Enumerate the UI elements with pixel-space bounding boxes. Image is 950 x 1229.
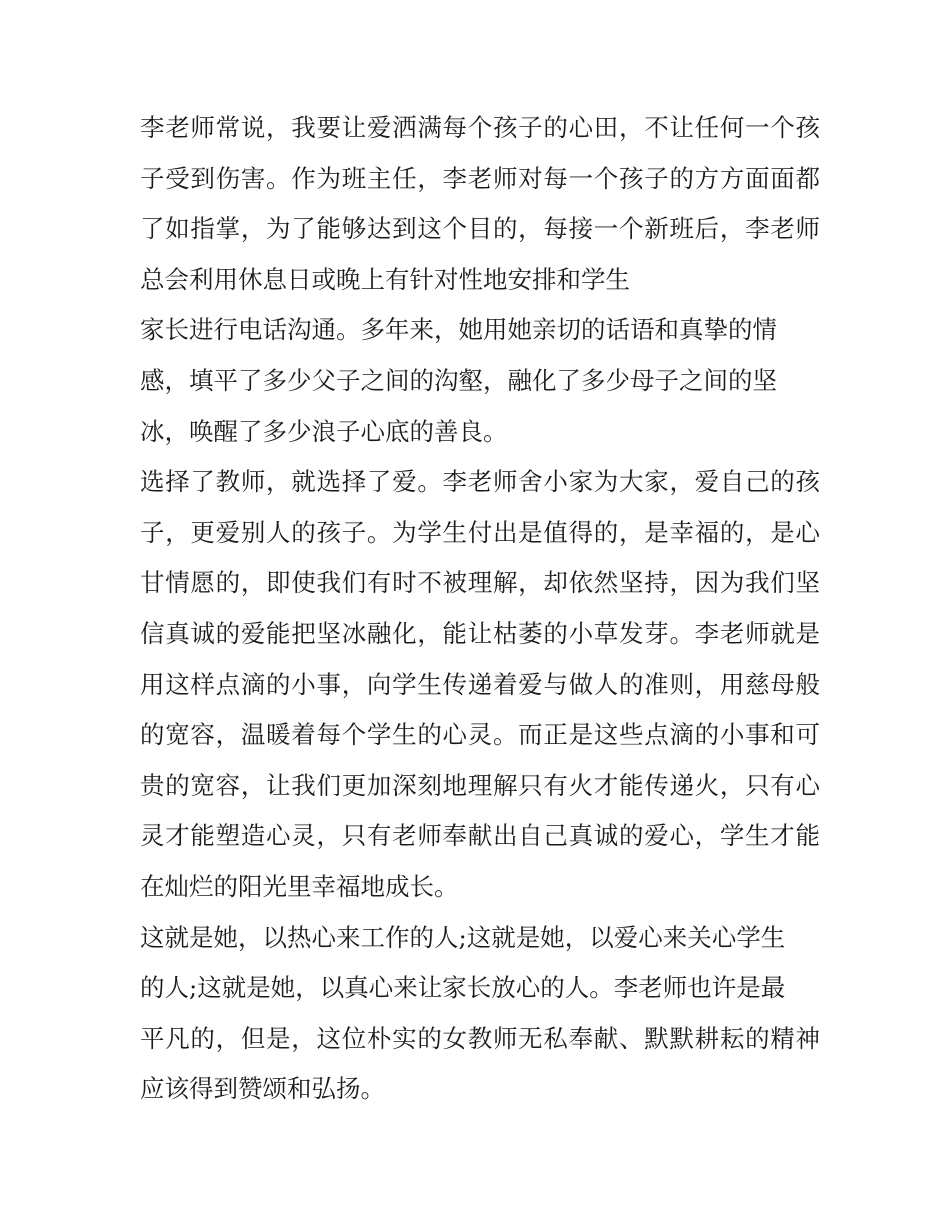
- text-line: 选择了教师，就选择了爱。李老师舍小家为大家，爱自己的孩: [140, 467, 820, 497]
- text-line: 信真诚的爱能把坚冰融化，能让枯萎的小草发芽。李老师就是: [140, 618, 820, 648]
- text-line: 甘情愿的，即使我们有时不被理解，却依然坚持，因为我们坚: [140, 568, 820, 598]
- text-line: 平凡的，但是，这位朴实的女教师无私奉献、默默耕耘的精神: [140, 1023, 820, 1053]
- text-line: 贵的宽容，让我们更加深刻地理解只有火才能传递火，只有心: [140, 770, 820, 800]
- text-line: 了如指掌，为了能够达到这个目的，每接一个新班后，李老师: [140, 214, 820, 244]
- paragraph-1: [140, 103, 820, 305]
- text-line: 这就是她，以热心来工作的人;这就是她，以爱心来关心学生: [140, 922, 786, 952]
- text-line: 子，更爱别人的孩子。为学生付出是值得的，是幸福的，是心: [140, 517, 820, 547]
- text-line: 感，填平了多少父子之间的沟壑，融化了多少母子之间的坚: [140, 365, 777, 395]
- text-line: 总会利用休息日或晚上有针对性地安排和学生: [140, 264, 630, 294]
- text-line: 应该得到赞颂和弘扬。: [140, 1074, 385, 1104]
- text-line: 的人;这就是她，以真心来让家长放心的人。李老师也许是最: [140, 973, 786, 1003]
- paragraph-2: [140, 305, 820, 457]
- text-line: 李老师常说，我要让爱洒满每个孩子的心田，不让任何一个孩: [140, 113, 820, 142]
- text-line: 在灿烂的阳光里幸福地成长。: [140, 871, 459, 901]
- text-line: 子受到伤害。作为班主任，李老师对每一个孩子的方方面面都: [140, 163, 820, 193]
- text-line: 家长进行电话沟通。多年来，她用她亲切的话语和真挚的情: [140, 315, 777, 345]
- text-line: 的宽容，温暖着每个学生的心灵。而正是这些点滴的小事和可: [140, 720, 820, 750]
- document-body: [140, 103, 820, 1115]
- text-line: 冰，唤醒了多少浪子心底的善良。: [140, 416, 508, 446]
- text-line: 灵才能塑造心灵，只有老师奉献出自己真诚的爱心，学生才能: [140, 821, 820, 851]
- text-line: 用这样点滴的小事，向学生传递着爱与做人的准则，用慈母般: [140, 669, 820, 699]
- paragraph-4: [140, 913, 820, 1115]
- paragraph-3: [140, 457, 820, 912]
